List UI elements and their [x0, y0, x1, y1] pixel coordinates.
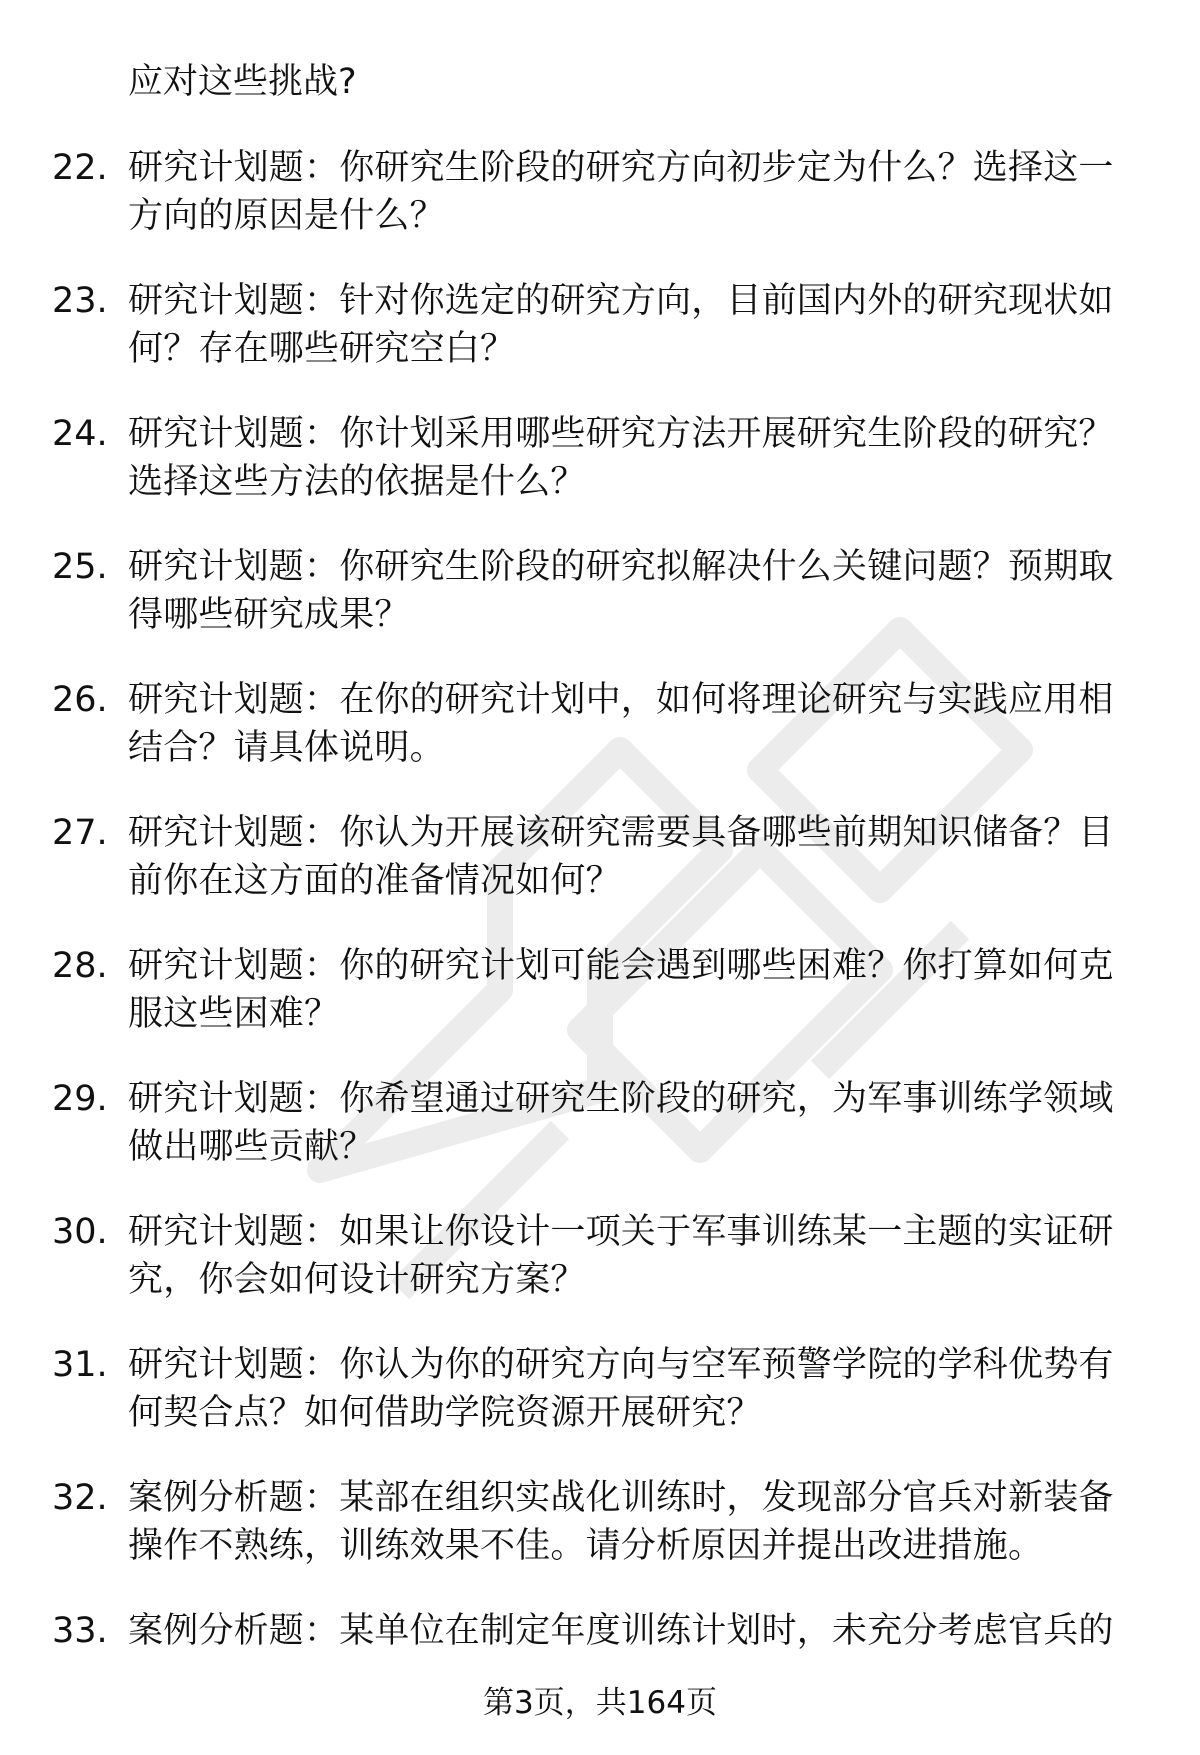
question-item: [0, 144, 1200, 277]
question-number: 23.: [52, 281, 108, 321]
question-number: 25.: [52, 547, 108, 587]
question-item: [0, 942, 1200, 1075]
question-text: 研究计划题：你认为开展该研究需要具备哪些前期知识储备？目前你在这方面的准备情况如何？: [128, 813, 1114, 901]
question-item: [0, 277, 1200, 410]
question-number: 29.: [52, 1079, 108, 1119]
question-item: [0, 543, 1200, 676]
question-number: 30.: [52, 1212, 108, 1252]
question-number: 31.: [52, 1345, 108, 1385]
question-text: 研究计划题：在你的研究计划中，如何将理论研究与实践应用相结合？请具体说明。: [128, 680, 1114, 768]
question-text: 研究计划题：你的研究计划可能会遇到哪些困难？你打算如何克服这些困难？: [128, 946, 1114, 1034]
question-text: 研究计划题：针对你选定的研究方向，目前国内外的研究现状如何？存在哪些研究空白？: [128, 281, 1114, 369]
question-item: [0, 1208, 1200, 1341]
question-text: 研究计划题：你研究生阶段的研究方向初步定为什么？选择这一方向的原因是什么？: [128, 148, 1114, 236]
question-text: 案例分析题：某单位在制定年度训练计划时，未充分考虑官兵的: [128, 1611, 1114, 1651]
continuation-text: 应对这些挑战?: [128, 62, 357, 102]
question-text: 研究计划题：如果让你设计一项关于军事训练某一主题的实证研究，你会如何设计研究方案？: [128, 1212, 1114, 1300]
question-text: 案例分析题：某部在组织实战化训练时，发现部分官兵对新装备操作不熟练，训练效果不佳。请分析原因并提出改进措施。: [128, 1478, 1114, 1566]
page-footer: 第3页，共164页: [483, 1685, 717, 1721]
question-item: [0, 410, 1200, 543]
question-number: 24.: [52, 414, 108, 454]
question-item: [0, 1474, 1200, 1607]
question-text: 研究计划题：你计划采用哪些研究方法开展研究生阶段的研究？选择这些方法的依据是什么？: [128, 414, 1114, 502]
question-list: [0, 144, 1200, 1740]
question-number: 33.: [52, 1611, 108, 1651]
question-number: 28.: [52, 946, 108, 986]
question-text: 研究计划题：你研究生阶段的研究拟解决什么关键问题？预期取得哪些研究成果？: [128, 547, 1114, 635]
question-number: 22.: [52, 148, 108, 188]
question-item: [0, 809, 1200, 942]
question-item: [0, 1075, 1200, 1208]
question-number: 26.: [52, 680, 108, 720]
question-text: 研究计划题：你认为你的研究方向与空军预警学院的学科优势有何契合点？如何借助学院资源开展研究？: [128, 1345, 1114, 1433]
question-item: [0, 676, 1200, 809]
question-item: [0, 1341, 1200, 1474]
question-number: 27.: [52, 813, 108, 853]
question-number: 32.: [52, 1478, 108, 1518]
question-text: 研究计划题：你希望通过研究生阶段的研究，为军事训练学领域做出哪些贡献？: [128, 1079, 1114, 1167]
